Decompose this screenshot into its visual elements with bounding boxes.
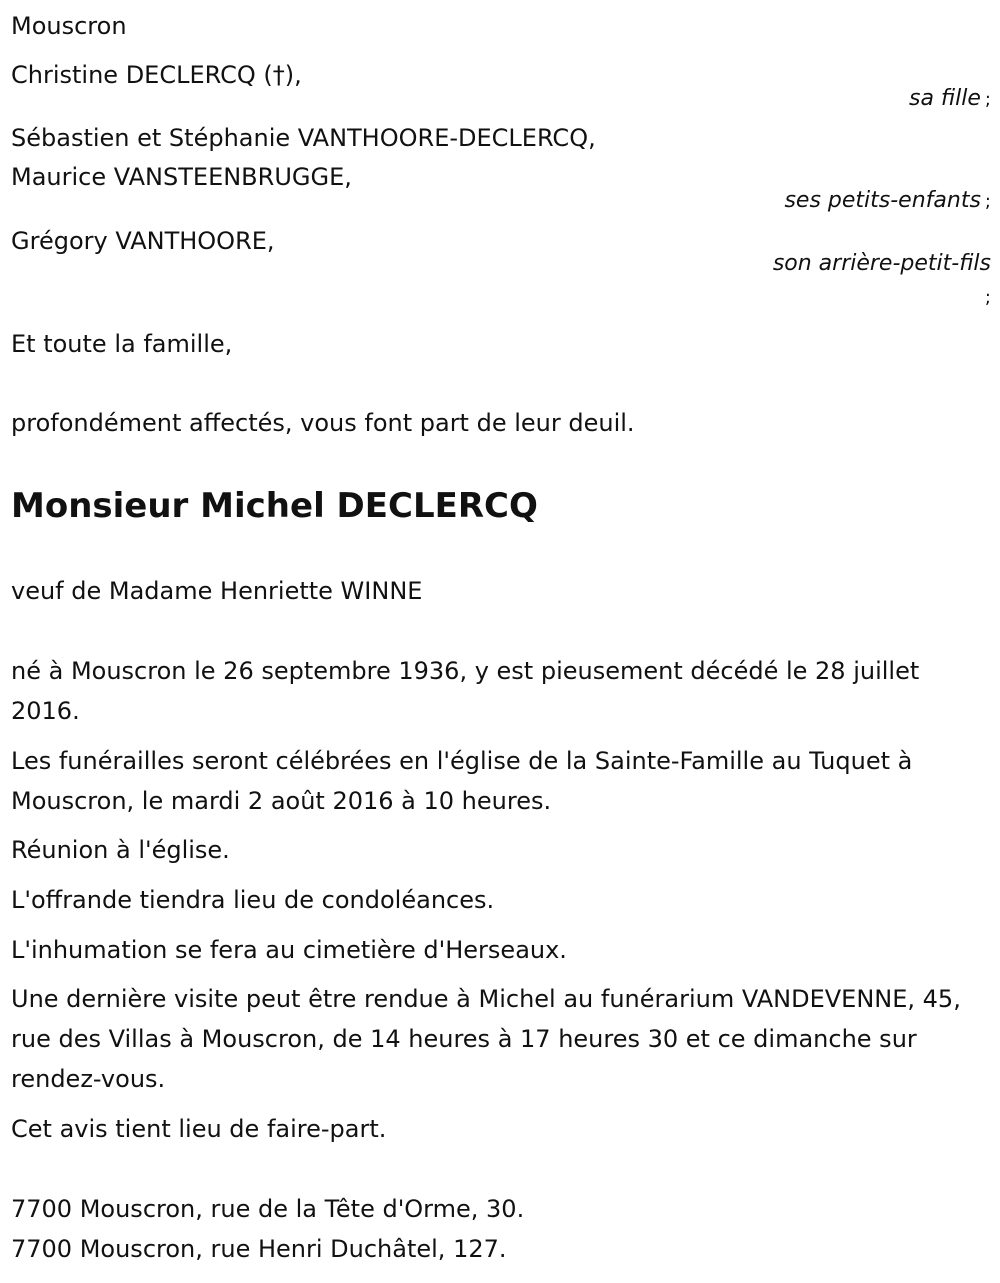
address-1: 7700 Mouscron, rue de la Tête d'Orme, 30. bbox=[11, 1195, 525, 1223]
widower-line: veuf de Madame Henriette WINNE bbox=[11, 577, 423, 605]
daughter-role-separator: ; bbox=[984, 89, 991, 110]
birth-death-paragraph: né à Mouscron le 26 septembre 1936, y est pieusement décédé le 28 juillet 2016. bbox=[11, 657, 920, 725]
address-2: 7700 Mouscron, rue Henri Duchâtel, 127. bbox=[11, 1235, 507, 1263]
location-line: Mouscron bbox=[11, 12, 127, 40]
offering-paragraph: L'offrande tiendra lieu de condoléances. bbox=[11, 886, 495, 914]
grandchildren-role-label: ses petits-enfants bbox=[784, 188, 981, 213]
grandchildren-role bbox=[784, 186, 991, 217]
great-grandchild-role-separator: ; bbox=[984, 287, 991, 308]
burial-paragraph: L'inhumation se fera au cimetière d'Herseaux. bbox=[11, 936, 567, 964]
great-grandchild-role: son arrière-petit-fils bbox=[772, 251, 991, 276]
great-grandchild: Grégory VANTHOORE, bbox=[11, 227, 275, 255]
daughter-name: Christine DECLERCQ (†), bbox=[11, 61, 302, 89]
daughter-role bbox=[909, 84, 991, 115]
deceased-name: Monsieur Michel DECLERCQ bbox=[11, 486, 538, 526]
grandchild-2: Maurice VANSTEENBRUGGE, bbox=[11, 163, 352, 191]
grandchild-1: Sébastien et Stéphanie VANTHOORE-DECLERCQ, bbox=[11, 124, 596, 152]
daughter-role-label: sa fille bbox=[909, 86, 981, 111]
meeting-paragraph: Réunion à l'église. bbox=[11, 836, 230, 864]
funeral-paragraph: Les funérailles seront célébrées en l'église de la Sainte-Famille au Tuquet à Mouscron, le mardi 2 août 2016 à 10 heures. bbox=[11, 747, 913, 815]
notice-paragraph: Cet avis tient lieu de faire-part. bbox=[11, 1115, 387, 1143]
announcement: profondément affectés, vous font part de leur deuil. bbox=[11, 409, 635, 437]
visit-paragraph: Une dernière visite peut être rendue à Michel au funérarium VANDEVENNE, 45, rue des Villas à Mouscron, de 14 heures à 17 heures 30 et ce dimanche sur rendez-vous. bbox=[11, 985, 961, 1093]
grandchildren-role-separator: ; bbox=[984, 191, 991, 212]
whole-family: Et toute la famille, bbox=[11, 330, 233, 358]
